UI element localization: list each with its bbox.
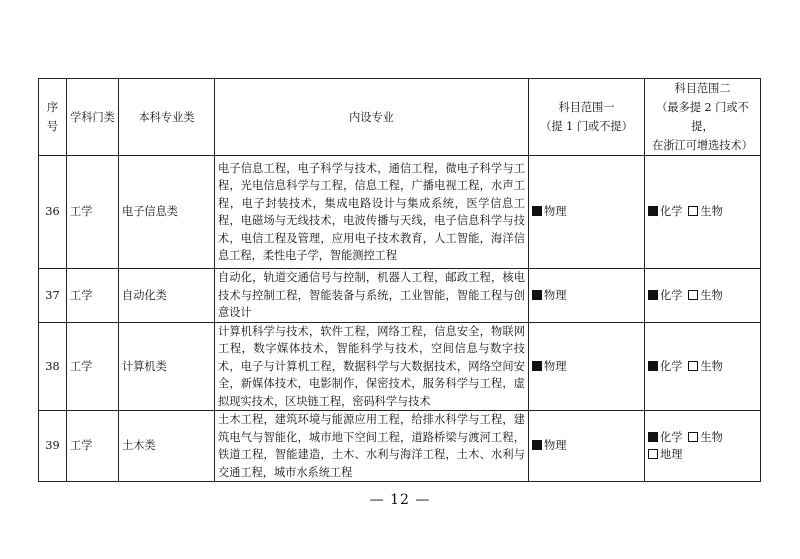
scope2-option-label: 生物 <box>700 205 723 219</box>
checked-box-icon <box>532 440 542 450</box>
subject-requirements-table <box>38 78 761 482</box>
row-majors: 土木工程，建筑环境与能源应用工程，给排水科学与工程，建筑电气与智能化，城市地下空间工程，道路桥梁与渡河工程，铁道工程，智能建造，土木、水利与海洋工程，土木、水利与交通工程，城市水系统工程 <box>215 411 529 482</box>
scope2-option-label: 化学 <box>660 205 683 219</box>
row-seq: 37 <box>39 269 67 323</box>
table-row <box>39 411 761 482</box>
table-row <box>39 269 761 323</box>
table-body <box>39 156 761 482</box>
row-scope2 <box>645 156 761 269</box>
checked-box-icon <box>532 290 542 300</box>
row-category: 工学 <box>67 322 119 411</box>
row-scope2 <box>645 322 761 411</box>
scope2-option <box>648 431 682 444</box>
scope1-option <box>532 360 566 373</box>
scope2-option-label: 化学 <box>660 359 683 373</box>
scope1-option-label: 物理 <box>544 439 567 453</box>
scope2-option-label: 地理 <box>660 448 683 461</box>
checked-box-icon <box>532 361 542 371</box>
row-scope2 <box>645 269 761 323</box>
row-major-class: 计算机类 <box>119 322 215 411</box>
unchecked-box-icon <box>688 206 698 216</box>
scope1-option <box>532 289 566 302</box>
scope2-option <box>688 431 722 444</box>
header-major-class: 本科专业类 <box>119 79 215 156</box>
scope2-option <box>648 448 682 461</box>
unchecked-box-icon <box>688 361 698 371</box>
table-row <box>39 156 761 269</box>
row-scope1 <box>529 156 645 269</box>
table-header-row <box>39 79 761 156</box>
page-number: — 12 — <box>369 492 431 508</box>
row-majors: 自动化，轨道交通信号与控制，机器人工程，邮政工程，核电技术与控制工程，智能装备与系统，工业智能，智能工程与创意设计 <box>215 269 529 323</box>
header-seq: 序号 <box>39 79 67 156</box>
header-scope2-line1: 科目范围二 <box>674 82 731 95</box>
scope1-option <box>532 439 566 452</box>
scope2-option-label: 生物 <box>700 430 723 444</box>
header-scope2-line3: 在浙江可增选技术） <box>652 139 753 152</box>
row-scope1 <box>529 411 645 482</box>
unchecked-box-icon <box>688 290 698 300</box>
unchecked-box-icon <box>648 449 658 459</box>
row-seq: 39 <box>39 411 67 482</box>
checked-box-icon <box>648 206 658 216</box>
scope1-option-label: 物理 <box>544 359 567 373</box>
header-scope2-line2: （最多提 2 门或不提， <box>656 101 749 133</box>
checked-box-icon <box>648 432 658 442</box>
scope1-option-label: 物理 <box>544 205 567 219</box>
row-major-class: 电子信息类 <box>119 156 215 269</box>
row-category: 工学 <box>67 156 119 269</box>
checked-box-icon <box>648 290 658 300</box>
header-majors: 内设专业 <box>215 79 529 156</box>
row-scope1 <box>529 322 645 411</box>
row-scope2 <box>645 411 761 482</box>
scope2-option <box>688 205 722 218</box>
row-major-class: 自动化类 <box>119 269 215 323</box>
scope2-option-label: 化学 <box>660 430 683 444</box>
header-scope1-line2: （提 1 门或不提） <box>540 120 633 133</box>
scope2-option <box>648 205 682 218</box>
header-scope1-line1: 科目范围一 <box>558 101 615 114</box>
unchecked-box-icon <box>688 432 698 442</box>
scope1-option <box>532 205 566 218</box>
scope2-option <box>688 360 722 373</box>
checked-box-icon <box>532 206 542 216</box>
table-row <box>39 322 761 411</box>
scope2-option-label: 生物 <box>700 359 723 373</box>
row-category: 工学 <box>67 411 119 482</box>
scope2-option-label: 生物 <box>700 288 723 302</box>
scope1-option-label: 物理 <box>544 288 567 302</box>
scope2-option <box>688 289 722 302</box>
row-major-class: 土木类 <box>119 411 215 482</box>
header-category: 学科门类 <box>67 79 119 156</box>
checked-box-icon <box>648 361 658 371</box>
row-scope1 <box>529 269 645 323</box>
scope2-option-label: 化学 <box>660 288 683 302</box>
scope2-option <box>648 289 682 302</box>
row-majors: 电子信息工程，电子科学与技术，通信工程，微电子科学与工程，光电信息科学与工程，信息工程，广播电视工程，水声工程，电子封装技术，集成电路设计与集成系统，医学信息工程，电磁场与无线技术，电波传播与天线，电子信息科学与技术，电信工程及管理，应用电子技术教育，人工智能，海洋信息工程，柔性电子学，智能测控工程 <box>215 156 529 269</box>
header-scope1 <box>529 79 645 156</box>
row-majors: 计算机科学与技术，软件工程，网络工程，信息安全，物联网工程，数字媒体技术，智能科学与技术，空间信息与数字技术，电子与计算机工程，数据科学与大数据技术，网络空间安全，新媒体技术，电影制作，保密技术，服务科学与工程，虚拟现实技术，区块链工程，密码科学与技术 <box>215 322 529 411</box>
scope2-option <box>648 360 682 373</box>
row-seq: 38 <box>39 322 67 411</box>
row-seq: 36 <box>39 156 67 269</box>
row-category: 工学 <box>67 269 119 323</box>
header-scope2 <box>645 79 761 156</box>
